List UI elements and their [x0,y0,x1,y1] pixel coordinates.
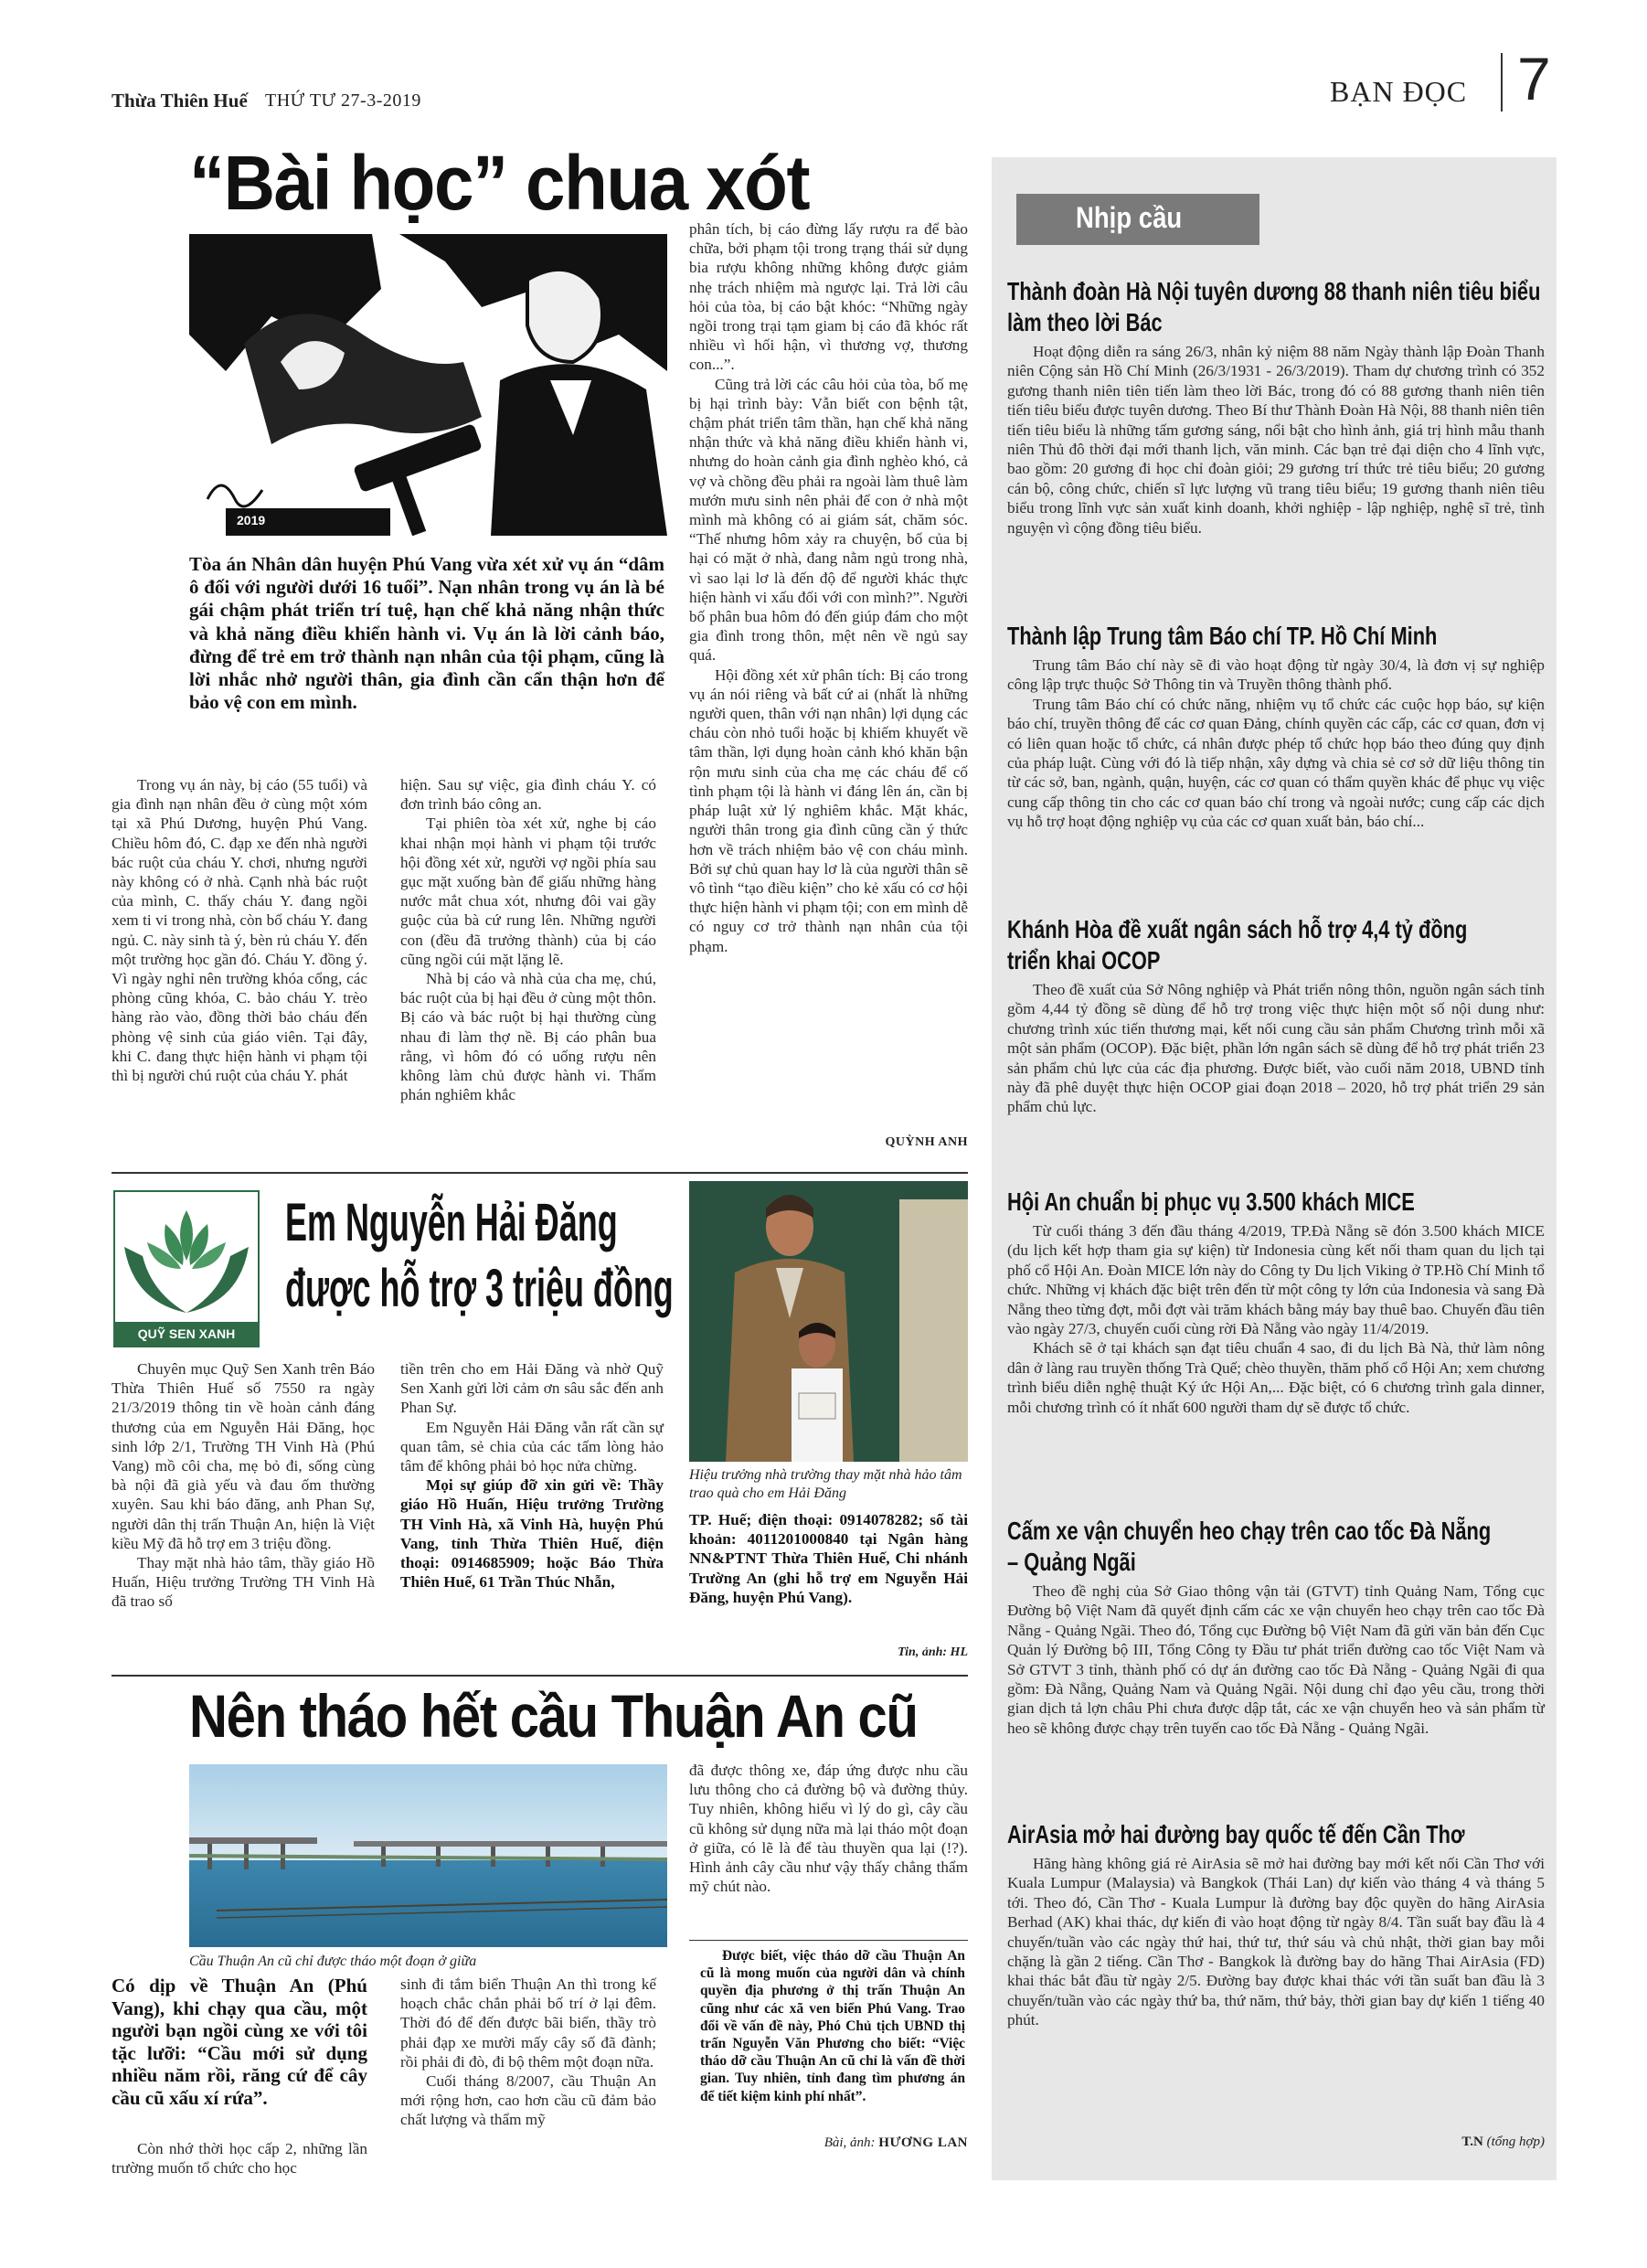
section-divider [112,1675,968,1677]
paragraph: phân tích, bị cáo đừng lấy rượu ra để bào chữa, bởi phạm tội trong trạng thái sử dụng bia rượu không những không được giảm nhẹ trách nhiệm mà ngược lại. Trả lời câu hỏi của tòa, bị cáo bật khóc: “Những ngày ngồi trong trại tạm giam bị cáo đã khóc rất nhiều vì hối hận, vì thương vợ, thương con...”. [689,220,968,374]
paragraph: Cuối tháng 8/2007, cầu Thuận An mới rộng hơn, cao hơn cầu cũ đảm bảo chất lượng và thẩm mỹ [400,2072,656,2129]
news-body: Theo đề xuất của Sở Nông nghiệp và Phát triển nông thôn, nguồn ngân sách tỉnh gồm 4,44 tỷ đồng sẽ dùng để hỗ trợ trong việc thực hiện một số nội dung như: chương trình xúc tiến thương mại, kết nối cung cầu sản phẩm Chương trình mỗi xã một sản phẩm (OCOP). Đặc biệt, phần lớn ngân sách sẽ dùng để hỗ trợ phát triển 23 sản phẩm chủ lực của các địa phương. Được biết, vào cuối năm 2018, UBND tỉnh này đã phê duyệt thực hiện OCOP giai đoạn 2018 – 2020, hỗ trợ phát triển 29 sản phẩm chủ lực. [1007,981,1545,1116]
photo-caption: Cầu Thuận An cũ chỉ được tháo một đoạn ở giữa [189,1954,477,1969]
paragraph: Hội đồng xét xử phân tích: Bị cáo trong vụ án nói riêng và bất cứ ai (nhất là những người quen, thân với nạn nhân) lợi dụng các cháu còn nhỏ tuổi hoặc bị khiếm khuyết về tâm thần, lợi dụng hoàn cảnh khó khăn bận rộn mưu sinh của cha mẹ các cháu để cố tình phạm tội là hành vi đáng lên án, cần bị pháp luật xử lý nghiêm khắc. Mặt khác, người thân trong gia đình cũng cần ý thức hơn về trách nhiệm bảo vệ con cháu mình. Bởi sự chủ quan hay lơ là của người thân sẽ vô tình “tạo điều kiện” cho kẻ xấu có cơ hội thực hiện hành vi phạm tội; con em mình dễ có nguy cơ trở thành nạn nhân của tội phạm. [689,665,968,955]
news-body: Trung tâm Báo chí này sẽ đi vào hoạt động từ ngày 30/4, là đơn vị sự nghiệp công lập trực thuộc Sở Thông tin và Truyền thông thành phố. [1007,656,1545,694]
paragraph: sinh đi tắm biển Thuận An thì trong kế hoạch chắc chắn phải bố trí ở lại đêm. Thời đó để đến được bãi biển, thầy trò phải đạp xe mười mấy cây số đã đành; rồi phải đi đò, đi bộ thêm một đoạn nữa. [400,1975,656,2071]
article-col-2 [400,1975,656,2130]
sidebar-byline [1280,2135,1545,2150]
news-title: Thành đoàn Hà Nội tuyên dương 88 thanh niên tiêu biểu làm theo lời Bác [1007,277,1541,336]
news-title: AirAsia mở hai đường bay quốc tế đến Cần Thơ [1007,1820,1465,1848]
paragraph: đã được thông xe, đáp ứng được nhu cầu lưu thông cho cả đường bộ và đường thủy. Tuy nhiên, không hiểu vì lý do gì, cây cầu cũ không sử dụng nữa mà lại tháo một đoạn ở giữa, có lẽ là để tàu thuyền qua lại (!?). Hình ảnh cây cầu như vậy thấy chẳng thẩm mỹ chút nào. [689,1762,968,1896]
news-item [1007,1516,1545,1819]
news-item [1007,276,1545,621]
box-divider [689,1940,968,1941]
paragraph: Trong vụ án này, bị cáo (55 tuổi) và gia đình nạn nhân đều ở cùng một xóm tại xã Phú Dương, huyện Phú Vang. Chiều hôm đó, C. đạp xe đến nhà người bác ruột của cháu Y. chơi, nhưng người này không có ở nhà. Cạnh nhà bác ruột của mình, C. thấy cháu Y. đang ngồi xem ti vi trong nhà, còn bố cháu Y. đang ngủ. C. này sinh tà ý, bèn rủ cháu Y. đến một trường học gần đó. Cháu Y. đồng ý. Vì ngày nghỉ nên trường khóa cổng, các phòng cũng khóa, C. bảo cháu Y. trèo hàng rào vào, đồng thời bảo cháu đến phòng vệ sinh của giáo viên. Tại đây, khi C. đang thực hiện hành vi phạm tội thì bị người chú ruột của cháu Y. phát [112,776,367,1085]
article-col-2 [400,775,656,1104]
news-body: Trung tâm Báo chí có chức năng, nhiệm vụ tổ chức các cuộc họp báo, sự kiện báo chí, truyền thông để các cơ quan Đảng, chính quyền các cấp, các cơ quan, đơn vị có liên quan hoặc tổ chức, cá nhân được phép tổ chức họp báo theo đúng quy định của pháp luật. Cùng với đó là tiếp nhận, xây dựng và chia sẻ cơ sở dữ liệu thông tin từ các sở, ban, ngành, quận, huyện, các cơ quan có thẩm quyền khác để phục vụ việc cung cấp thông tin cho các cơ quan báo chí trong và ngoài nước; cung cấp các dịch vụ hỗ trợ hoạt động nghiệp vụ của các cơ quan xuất bản, báo chí... [1007,695,1545,831]
article-lead: Tòa án Nhân dân huyện Phú Vang vừa xét xử vụ án “dâm ô đối với người dưới 16 tuổi”. Nạn nhân trong vụ án là bé gái chậm phát triển trí tuệ, hạn chế khả năng nhận thức và khả năng điều khiển hành vi. Vụ án là lời cảnh báo, đừng để trẻ em trở thành nạn nhân của tội phạm, cũng là lời nhắc nhở người thân, gia đình cần cẩn thận hơn để bảo vệ con em mình. [189,553,664,714]
paragraph: Cũng trả lời các câu hỏi của tòa, bố mẹ bị hại trình bày: Vẫn biết con bệnh tật, chậm phát triển tâm thần, hạn chế khả năng nhận thức và khả năng điều khiển hành vi, nhưng do hoàn cảnh gia đình nghèo khó, cả vợ và chồng đều phải ra ngoài làm thuê làm mướn mưu sinh nên phải để con ở nhà một mình mà không có ai giám sát, chăm sóc. “Thế nhưng hôm xảy ra chuyện, bố của bị hại có mặt ở nhà, đang nằm ngủ trong nhà, vì sao lại lơ là đến độ để người khác thực hiện hành vi xấu đối với con mình?”. Người bố phân bua hôm đó đến giúp đám cho một gia đình trong thôn, mệt nên về ngủ say quá. [689,375,968,665]
paragraph: Mọi sự giúp đỡ xin gửi về: Thầy giáo Hồ Huấn, Hiệu trưởng Trường TH Vinh Hà, xã Vinh Hà, huyện Phú Vang, tỉnh Thừa Thiên Huế, điện thoại: 0914685909; hoặc Báo Thừa Thiên Huế, 61 Trần Thúc Nhẫn, [400,1476,664,1592]
paragraph: Em Nguyễn Hải Đăng vẫn rất cần sự quan tâm, sẻ chia của các tấm lòng hảo tâm để không phải bỏ học nửa chừng. [400,1418,664,1475]
photo-bridge [189,1764,667,1947]
article-byline: QUỲNH ANH [885,1135,968,1149]
issue-date: THỨ TƯ 27-3-2019 [265,91,421,111]
article-col-1 [112,2139,367,2177]
news-title: Khánh Hòa đề xuất ngân sách hỗ trợ 4,4 tỷ đồng triển khai OCOP [1007,915,1468,974]
article-byline [713,2135,968,2151]
news-body: Theo đề nghị của Sở Giao thông vận tải (GTVT) tỉnh Quảng Nam, Tổng cục Đường bộ Việt Nam đã quyết định cấm các xe vận chuyển heo chạy trên cao tốc Đà Nẵng - Quảng Ngãi. Theo đó, Tổng cục Đường bộ Việt Nam đã gửi văn bản đến Cục Quản lý Đường bộ III, Tổng Công ty Đầu tư phát triển đường cao tốc Việt Nam và Sở GTVT 3 tỉnh, thành phố có dự án đường cao tốc Đà Nẵng - Quảng Ngãi đi qua gồm: Đà Nẵng, Quảng Nam và Quảng Ngãi. Nội dung chỉ đạo yêu cầu, trong thời gian dịch tả lợn châu Phi chưa được dập tắt, các xe vận chuyển heo và sản phẩm từ heo sẽ không được chạy trên tuyến cao tốc Đà Nẵng - Quảng Ngãi. [1007,1582,1545,1737]
news-title: Cấm xe vận chuyển heo chạy trên cao tốc Đà Nẵng – Quảng Ngãi [1007,1517,1492,1576]
lotus-hands-icon [115,1192,258,1320]
illustration-year: 2019 [237,513,266,527]
article-col-3 [689,1761,968,1896]
byline-name: T.N [1461,2135,1483,2149]
header-divider [1501,53,1503,112]
paragraph: Thay mặt nhà hảo tâm, thầy giáo Hồ Huấn, Hiệu trưởng Trường TH Vinh Hà đã trao số [112,1554,375,1611]
article-col-1 [112,1359,375,1612]
section-divider [112,1172,968,1174]
fund-logo-label: QUỸ SEN XANH [115,1322,258,1346]
news-body: Hãng hàng không giá rẻ AirAsia sẽ mở hai đường bay mới kết nối Cần Thơ với Kuala Lumpur (Malaysia) và Bangkok (Thái Lan) dự kiến vào tháng 4 và tháng 5 tới. Theo đó, Cần Thơ - Kuala Lumpur là đường bay độc quyền do hãng AirAsia Berhad (AK) khai thác, dự kiến đi vào hoạt động từ ngày 8/4. Tần suất bay đầu là 4 chuyến/tuần vào các ngày thứ hai, thứ tư, thứ sáu và chủ nhật, thời gian bay mỗi chặng là gần 2 tiếng. Cần Thơ - Bangkok là đường bay do hãng Thai AirAsia (FD) khai thác bắt đầu từ ngày 2/5. Đường bay được khai thác với tần suất ban đầu là 3 chuyến/tuần vào các ngày thứ ba, thứ năm, thứ bảy, thời gian bay dự kiến 1 tiếng 40 phút. [1007,1855,1545,2029]
news-title: Hội An chuẩn bị phục vụ 3.500 khách MICE [1007,1187,1415,1216]
byline-name: HƯƠNG LAN [878,2135,968,2150]
paragraph: Còn nhớ thời học cấp 2, những lần trường muốn tổ chức cho học [112,2140,367,2177]
news-title: Thành lập Trung tâm Báo chí TP. Hồ Chí Minh [1007,622,1438,650]
news-body: Hoạt động diễn ra sáng 26/3, nhân kỷ niệm 88 năm Ngày thành lập Đoàn Thanh niên Cộng sản Hồ Chí Minh (26/3/1931 - 26/3/2019). Tham dự chương trình có 352 gương thanh niên tiên tiến làm theo lời Bác, trong đó có 88 gương thanh niên tiên tiến tiêu biểu được tuyên dương. Theo Bí thư Thành Đoàn Hà Nội, 88 thanh niên tiên tiến tiêu biểu là những tấm gương sáng, nổi bật cho hình ảnh, giá trị hình mẫu thanh niên Thủ đô thời đại mới thanh lịch, văn minh. Các bạn trẻ đại diện cho 4 lĩnh vực, bao gồm: 20 gương đi học chỉ đoàn giỏi; 29 gương trí thức trẻ tiêu biểu; 20 gương cán bộ, công chức, chiến sĩ lực lượng vũ trang tiêu biểu; 19 gương thanh niên tiêu biểu trong lĩnh vực sản xuất kinh doanh, khởi nghiệp - lập nghiệp, nghệ sĩ trẻ, tình nguyện vì cộng đồng tiêu biểu. [1007,343,1545,537]
paragraph: hiện. Sau sự việc, gia đình cháu Y. có đơn trình báo công an. [400,776,656,814]
byline-label: Bài, ảnh: [824,2135,876,2150]
paragraph: Chuyên mục Quỹ Sen Xanh trên Báo Thừa Thiên Huế số 7550 ra ngày 21/3/2019 thông tin về hoàn cảnh đáng thương của em Nguyễn Hải Đăng, học sinh lớp 2/1, Trường TH Vinh Hà (Phú Vang) mồ côi cha, mẹ bỏ đi, sống cùng bà nội đã già yếu và đau ốm thường xuyên. Sau khi báo đăng, anh Phan Sự, người dân thị trấn Thuận An, hiện là Việt kiều Mỹ đã hỗ trợ em 3 triệu đồng. [112,1360,375,1552]
article-title: “Bài học” chua xót [189,140,810,226]
illustration-court [189,234,667,536]
article-col-2 [400,1359,664,1592]
page-number: 7 [1517,45,1551,112]
article-lead: Có dịp về Thuận An (Phú Vang), khi chạy qua cầu, một người bạn ngồi cùng xe với tôi tặc lưỡi: “Cầu mới sử dụng nhiều năm rồi, răng cứ để cây cầu cũ xấu xí rứa”. [112,1975,367,2109]
paragraph: Tại phiên tòa xét xử, nghe bị cáo khai nhận mọi hành vi phạm tội trước hội đồng xét xử, người vợ ngồi phía sau gục mặt xuống bàn để giấu những hàng nước mắt chua xót, nhưng đôi vai gầy guộc của bà cứ rung lên. Những người con (đều đã trưởng thành) của bị cáo cũng ngồi cúi mặt lặng lẽ. [400,815,656,968]
article-byline: Tin, ảnh: HL [898,1645,968,1659]
masthead: Thừa Thiên Huế [112,90,248,112]
news-body: Từ cuối tháng 3 đến đầu tháng 4/2019, TP.Đà Nẵng sẽ đón 3.500 khách MICE (du lịch kết hợp tham gia sự kiện) từ Indonesia cùng kết nối tham quan du lịch tại phố cổ Hội An. Đoàn MICE lớn này do Công ty Du lịch Viking ở TP.Hồ Chí Minh tổ chức. Những vị khách đặc biệt trên đến từ một công ty lớn của Indonesia và sang Đà Nẵng theo từng đợt, mỗi đợt vài trăm khách bằng máy bay thuê bao. Chuyến đầu tiên vào ngày 27/3, chuyến cuối cùng rời Đà Nẵng vào ngày 11/4/2019. [1007,1222,1545,1338]
info-box: Được biết, việc tháo dỡ cầu Thuận An cũ là mong muốn của người dân và chính quyền địa phương ở thị trấn Thuận An cũng như các xã ven biển Phú Vang. Trao đổi về vấn đề này, Phó Chủ tịch UBND thị trấn Nguyễn Văn Phương cho biết: “Việc tháo dỡ cầu Thuận An cũ chỉ là vấn đề thời gian. Tuy nhiên, tỉnh đang tìm phương án để tiết kiệm kinh phí nhất”. [700,1948,965,2104]
sidebar-heading-text: Nhịp cầu [1076,201,1183,234]
section-label: BẠN ĐỌC [1330,75,1468,108]
sidebar-news-list [1007,276,1545,2030]
byline-note: (tổng hợp) [1486,2135,1545,2149]
article-col-1 [112,775,367,1085]
news-item [1007,914,1545,1187]
title-line: được hỗ trợ 3 triệu đồng [285,1259,674,1318]
fund-logo [113,1190,260,1347]
photo-principal-student [689,1181,968,1462]
article-title: Nên tháo hết cầu Thuận An cũ [189,1682,918,1750]
sidebar-heading [1016,194,1259,245]
paragraph: tiền trên cho em Hải Đăng và nhờ Quỹ Sen Xanh gửi lời cảm ơn sâu sắc đến anh Phan Sự. [400,1360,664,1417]
article-col-3 [689,219,968,956]
title-line: Em Nguyễn Hải Đăng [285,1193,618,1252]
paragraph: Nhà bị cáo và nhà của cha mẹ, chú, bác ruột của bị hại đều ở cùng một thôn. Bị cáo và bác ruột bị hại thường cùng nhau đi làm thợ nề. Bị cáo phân bua rằng, vì hôm đó có uống rượu nên không làm chủ được hành vi. Thẩm phán nghiêm khắc [400,970,656,1104]
news-item [1007,1187,1545,1516]
donation-info: TP. Huế; điện thoại: 0914078282; số tài khoản: 4011201000840 tại Ngân hàng NN&PTNT Thừa Thiên Huế, Chi nhánh Trường An (ghi hỗ trợ em Nguyễn Hải Đăng, huyện Phú Vang). [689,1511,968,1606]
news-item [1007,1819,1545,2030]
news-body: Khách sẽ ở tại khách sạn đạt tiêu chuẩn 4 sao, đi du lịch Bà Nà, thử làm nông dân ở làng rau truyền thống Trà Quế; chèo thuyền, thăm phố cổ Hội An; xem chương trình biểu diễn nghệ thuật Ký ức Hội An,... Đặc biệt, có 6 chương trình gala dinner, mỗi chương trình có ít nhất 600 người tham dự sẽ được tổ chức. [1007,1339,1545,1416]
photo-caption: Hiệu trưởng nhà trường thay mặt nhà hảo tâm trao quà cho em Hải Đăng [689,1467,962,1501]
news-item [1007,621,1545,914]
